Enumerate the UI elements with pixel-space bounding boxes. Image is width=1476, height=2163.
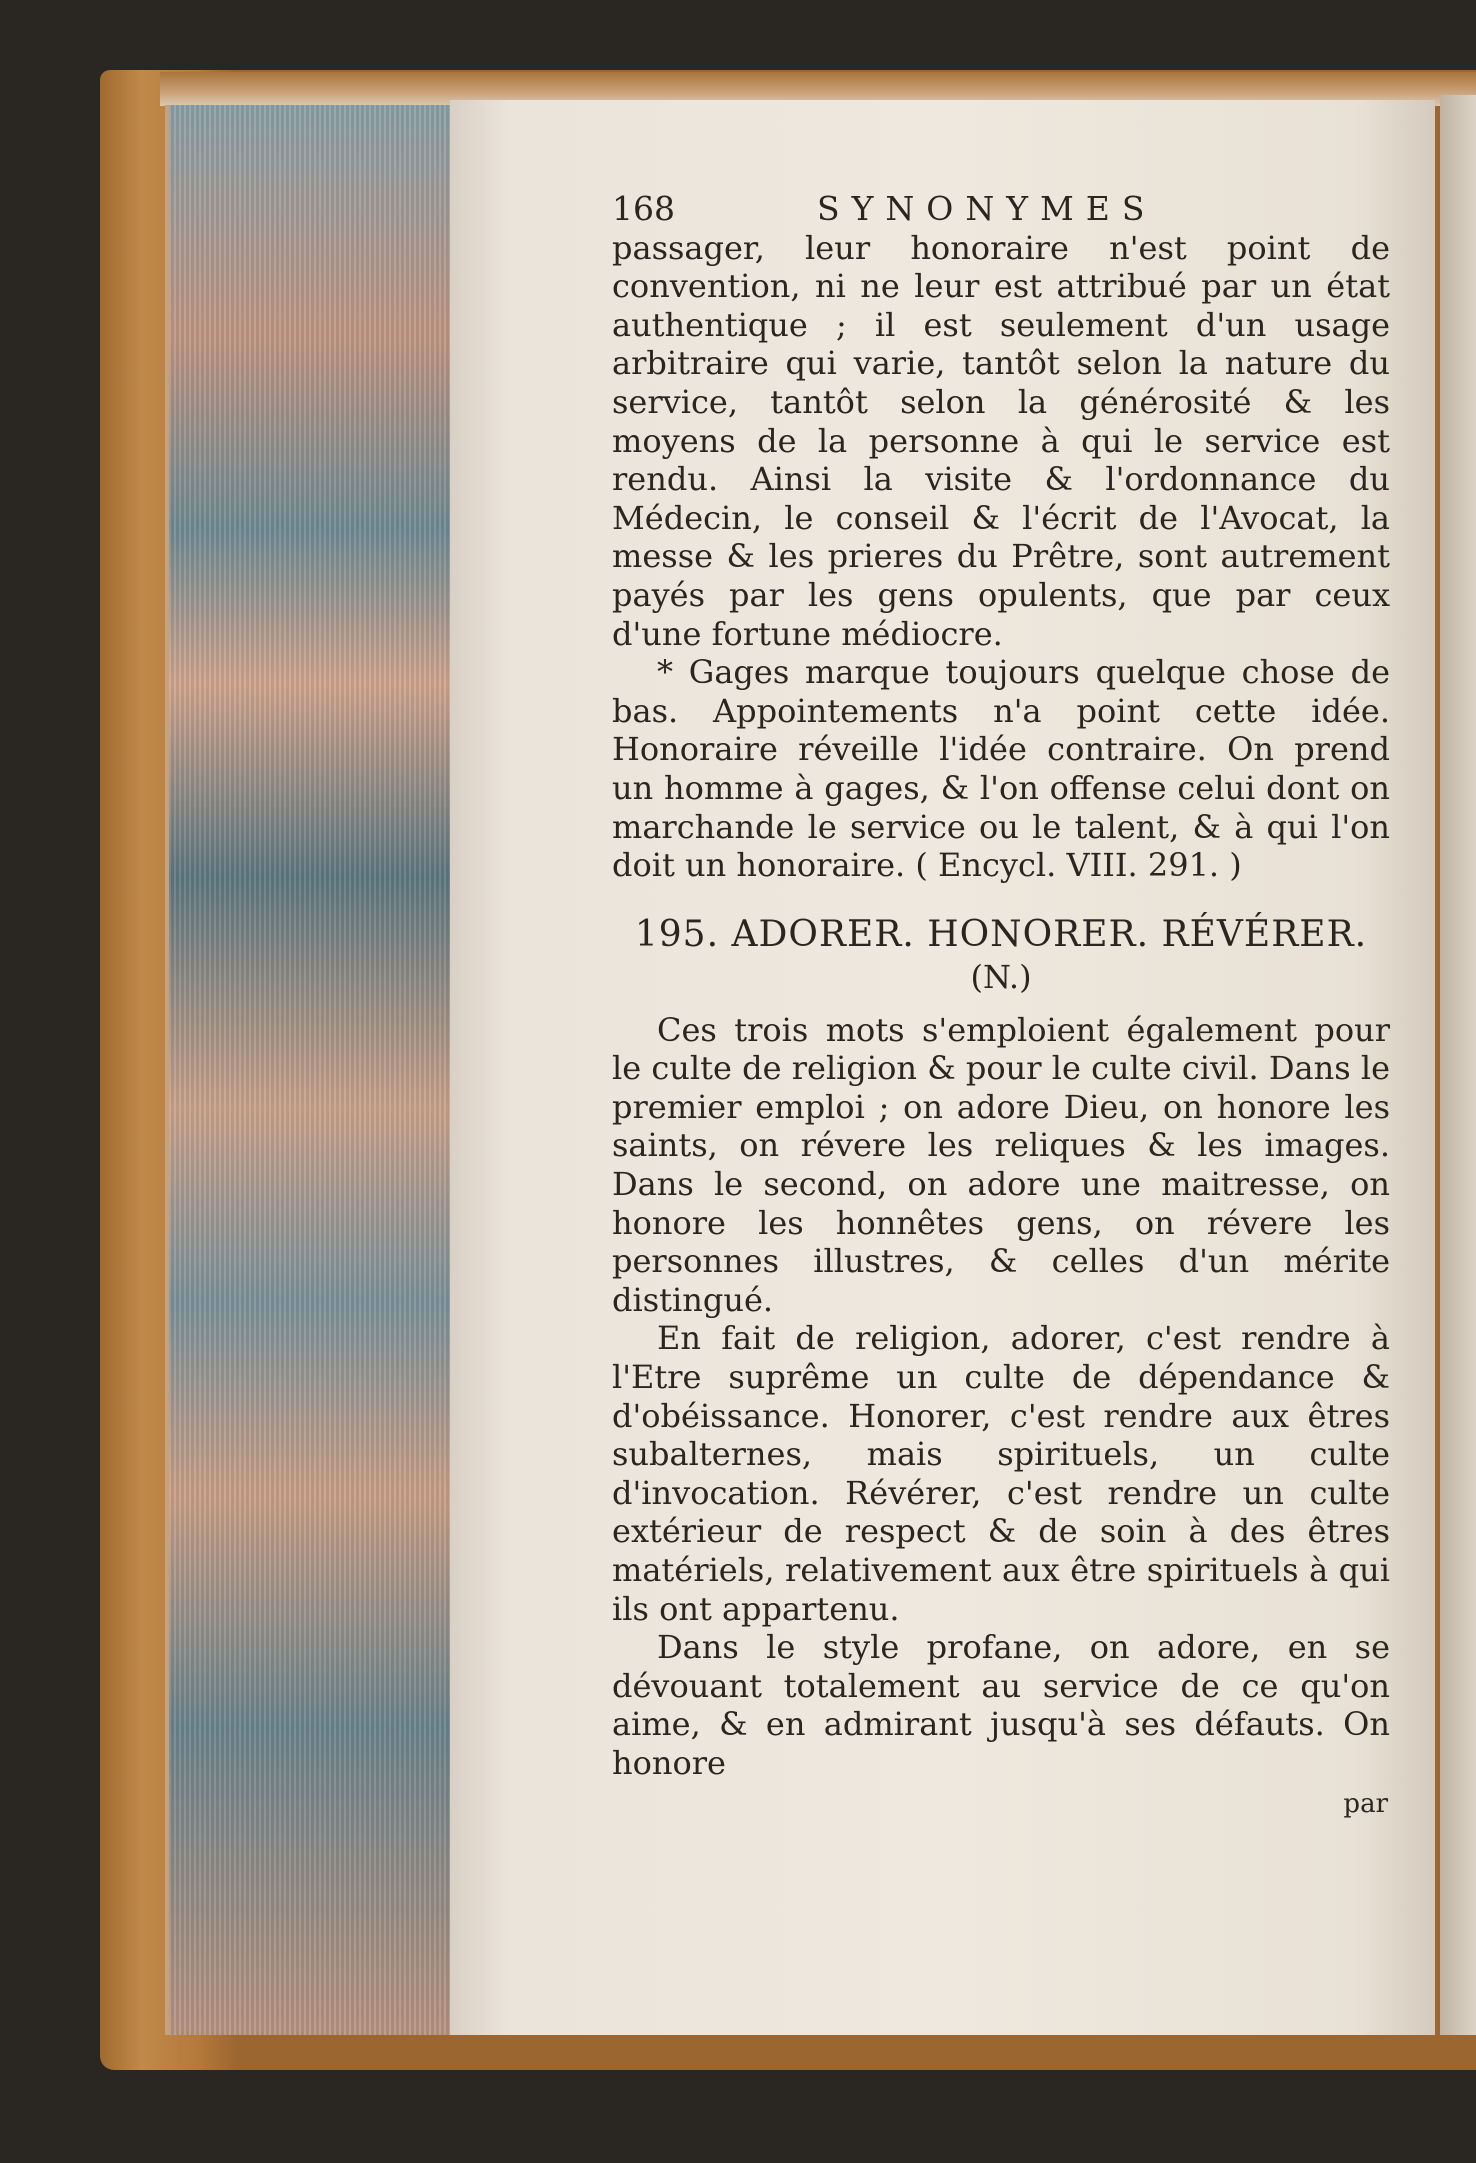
marbled-fore-edge (165, 105, 454, 2035)
paragraph-4: En fait de religion, adorer, c'est rendre à l'Etre suprême un culte de dépendance & d'obéissance. Honorer, c'est rendre aux êtres subalternes, mais spirituels, un culte d'invocation. Révérer, c'est rendre un culte extérieur de respect & de soin à des êtres matériels, relativement aux être spirituels à qui ils ont appartenu. (612, 1319, 1390, 1628)
article-author: (N.) (970, 957, 1032, 996)
paragraph-2: * Gages marque toujours quelque chose de bas. Appointements n'a point cette idée. Honoraire réveille l'idée contraire. On prend un homme à gages, & l'on offense celui dont on marchande le service ou le talent, & à qui l'on doit un honoraire. ( Encycl. VIII. 291. ) (612, 653, 1390, 885)
article-title: 195. ADORER. HONORER. RÉVÉRER. (634, 913, 1368, 955)
running-header (612, 190, 1390, 229)
paragraph-5: Dans le style profane, on adore, en se dévouant totalement au service de ce qu'on aime, & en admirant jusqu'à ses défauts. On honore (612, 1628, 1390, 1782)
catchword: par (1343, 1788, 1388, 1819)
paragraph-3: Ces trois mots s'emploient également pour le culte de religion & pour le culte civil. Dans le premier emploi ; on adore Dieu, on honore les saints, on révere les reliques & les images. Dans le second, on adore une maitresse, on honore les honnêtes gens, on révere les personnes illustres, & celles d'un mérite distingué. (612, 1010, 1390, 1319)
running-head: SYNONYMES (817, 189, 1157, 228)
page-text (612, 190, 1390, 1823)
facing-page-edge (1440, 95, 1476, 2035)
page-number: 168 (612, 189, 675, 228)
paragraph-1: passager, leur honoraire n'est point de convention, ni ne leur est attribué par un état authentique ; il est seulement d'un usage arbitraire qui varie, tantôt selon la nature du service, tantôt selon la générosité & les moyens de la personne à qui le service est rendu. Ainsi la visite & l'ordonnance du Médecin, le conseil & l'écrit de l'Avocat, la messe & les prieres du Prêtre, sont autrement payés par les gens opulents, que par ceux d'une fortune médiocre. (612, 228, 1390, 653)
